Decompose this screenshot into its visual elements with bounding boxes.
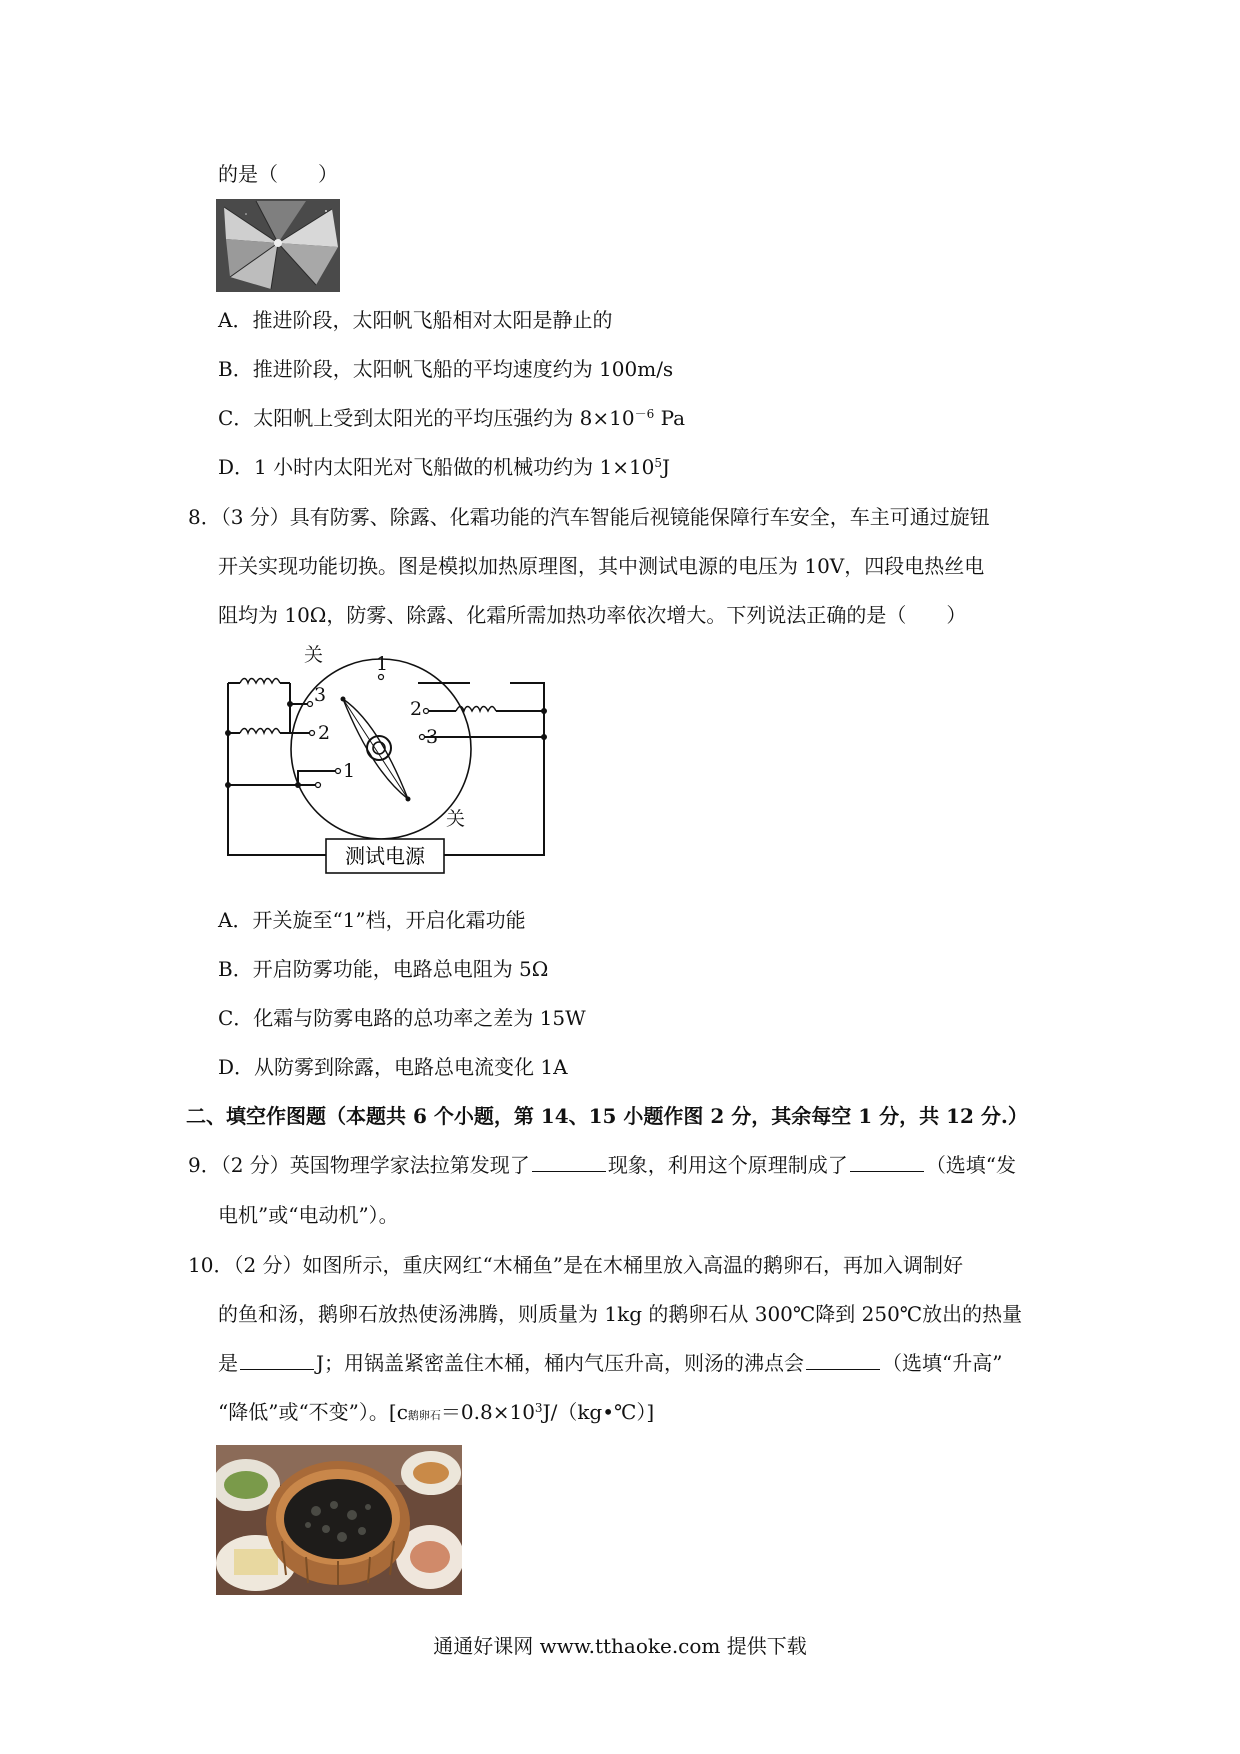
left-contact-2: 2 xyxy=(318,722,331,744)
q8-option-c: C．化霜与防雾电路的总功率之差为 15W xyxy=(218,1006,586,1030)
q9-line2: 电机”或“电动机”）。 xyxy=(218,1203,399,1227)
q9-text-c: （选填“发 xyxy=(925,1153,1017,1177)
q9-text-a: 9．（2 分）英国物理学家法拉第发现了 xyxy=(188,1153,530,1177)
left-contact-1: 1 xyxy=(343,760,356,782)
q10-blank-2 xyxy=(806,1351,880,1370)
right-contact-1: 1 xyxy=(376,653,389,675)
q7-option-a: A．推进阶段，太阳帆飞船相对太阳是静止的 xyxy=(218,308,613,332)
q10-formula-a: “降低”或“不变”）。[c xyxy=(218,1400,408,1424)
q7-option-d-text: D．1 小时内太阳光对飞船做的机械功约为 1×10 xyxy=(218,455,655,479)
right-contact-3: 3 xyxy=(426,726,439,748)
solar-sail-photo xyxy=(216,199,340,292)
q10-text-b: J；用锅盖紧密盖住木桶，桶内气压升高，则汤的沸点会 xyxy=(316,1351,805,1375)
left-contact-3: 3 xyxy=(314,684,327,706)
q7-option-d xyxy=(218,453,670,481)
q9-blank-1 xyxy=(532,1153,606,1172)
q10-formula-subscript: 鹅卵石 xyxy=(407,1409,441,1422)
q8-option-a: A．开关旋至“1”档，开启化霜功能 xyxy=(218,908,526,932)
q8-option-b: B．开启防雾功能，电路总电阻为 5Ω xyxy=(218,957,549,981)
q8-line3: 阻均为 10Ω，防雾、除露、化霜所需加热功率依次增大。下列说法正确的是（ ） xyxy=(218,603,967,627)
q9-text-b: 现象，利用这个原理制成了 xyxy=(607,1153,848,1177)
q10-line3 xyxy=(218,1349,1002,1377)
q7-option-d-exponent: 5 xyxy=(654,456,663,470)
off-label-top: 关 xyxy=(304,644,324,666)
q10-formula-b: ＝0.8×10 xyxy=(440,1400,535,1424)
q8-option-d: D．从防雾到除露，电路总电流变化 1A xyxy=(218,1055,568,1079)
q10-text-c: （选填“升高” xyxy=(882,1351,1003,1375)
page-footer: 通通好课网 www.tthaoke.com 提供下载 xyxy=(433,1634,807,1658)
q7-option-b: B．推进阶段，太阳帆飞船的平均速度约为 100m/s xyxy=(218,357,674,381)
q7-option-c xyxy=(218,404,685,432)
power-source-label: 测试电源 xyxy=(345,844,425,868)
q10-formula-exponent: 3 xyxy=(534,1401,543,1415)
q8-line1: 8．（3 分）具有防雾、除露、化霜功能的汽车智能后视镜能保障行车安全，车主可通过旋钮 xyxy=(188,505,990,529)
q10-line2: 的鱼和汤，鹅卵石放热使汤沸腾，则质量为 1kg 的鹅卵石从 300℃降到 250℃放出的热量 xyxy=(218,1302,1023,1326)
right-contact-2: 2 xyxy=(410,698,423,720)
q10-blank-1 xyxy=(240,1351,314,1370)
q9-blank-2 xyxy=(850,1153,924,1172)
off-label-bottom: 关 xyxy=(446,808,466,830)
q7-option-d-unit: J xyxy=(662,455,671,479)
section-heading: 二、填空作图题（本题共 6 个小题，第 14、15 小题作图 2 分，其余每空 1 分，共 12 分.） xyxy=(186,1104,1028,1128)
q10-text-a: 是 xyxy=(218,1351,238,1375)
q10-formula-c: J/（kg•℃）] xyxy=(542,1400,655,1424)
wooden-bucket-fish-photo xyxy=(216,1445,462,1595)
q7-option-c-exponent: －6 xyxy=(634,407,655,421)
q7-option-c-unit: Pa xyxy=(654,406,686,430)
q7-stem-end: 的是（ ） xyxy=(218,162,338,186)
q7-option-c-text: C．太阳帆上受到太阳光的平均压强约为 8×10 xyxy=(218,406,635,430)
q9-line1 xyxy=(188,1151,1016,1179)
q10-line4 xyxy=(218,1398,654,1430)
q8-line2: 开关实现功能切换。图是模拟加热原理图，其中测试电源的电压为 10V，四段电热丝电 xyxy=(218,554,985,578)
heating-circuit-diagram xyxy=(218,643,558,883)
q10-line1: 10．（2 分）如图所示，重庆网红“木桶鱼”是在木桶里放入高温的鹅卵石，再加入调制好 xyxy=(188,1253,963,1277)
